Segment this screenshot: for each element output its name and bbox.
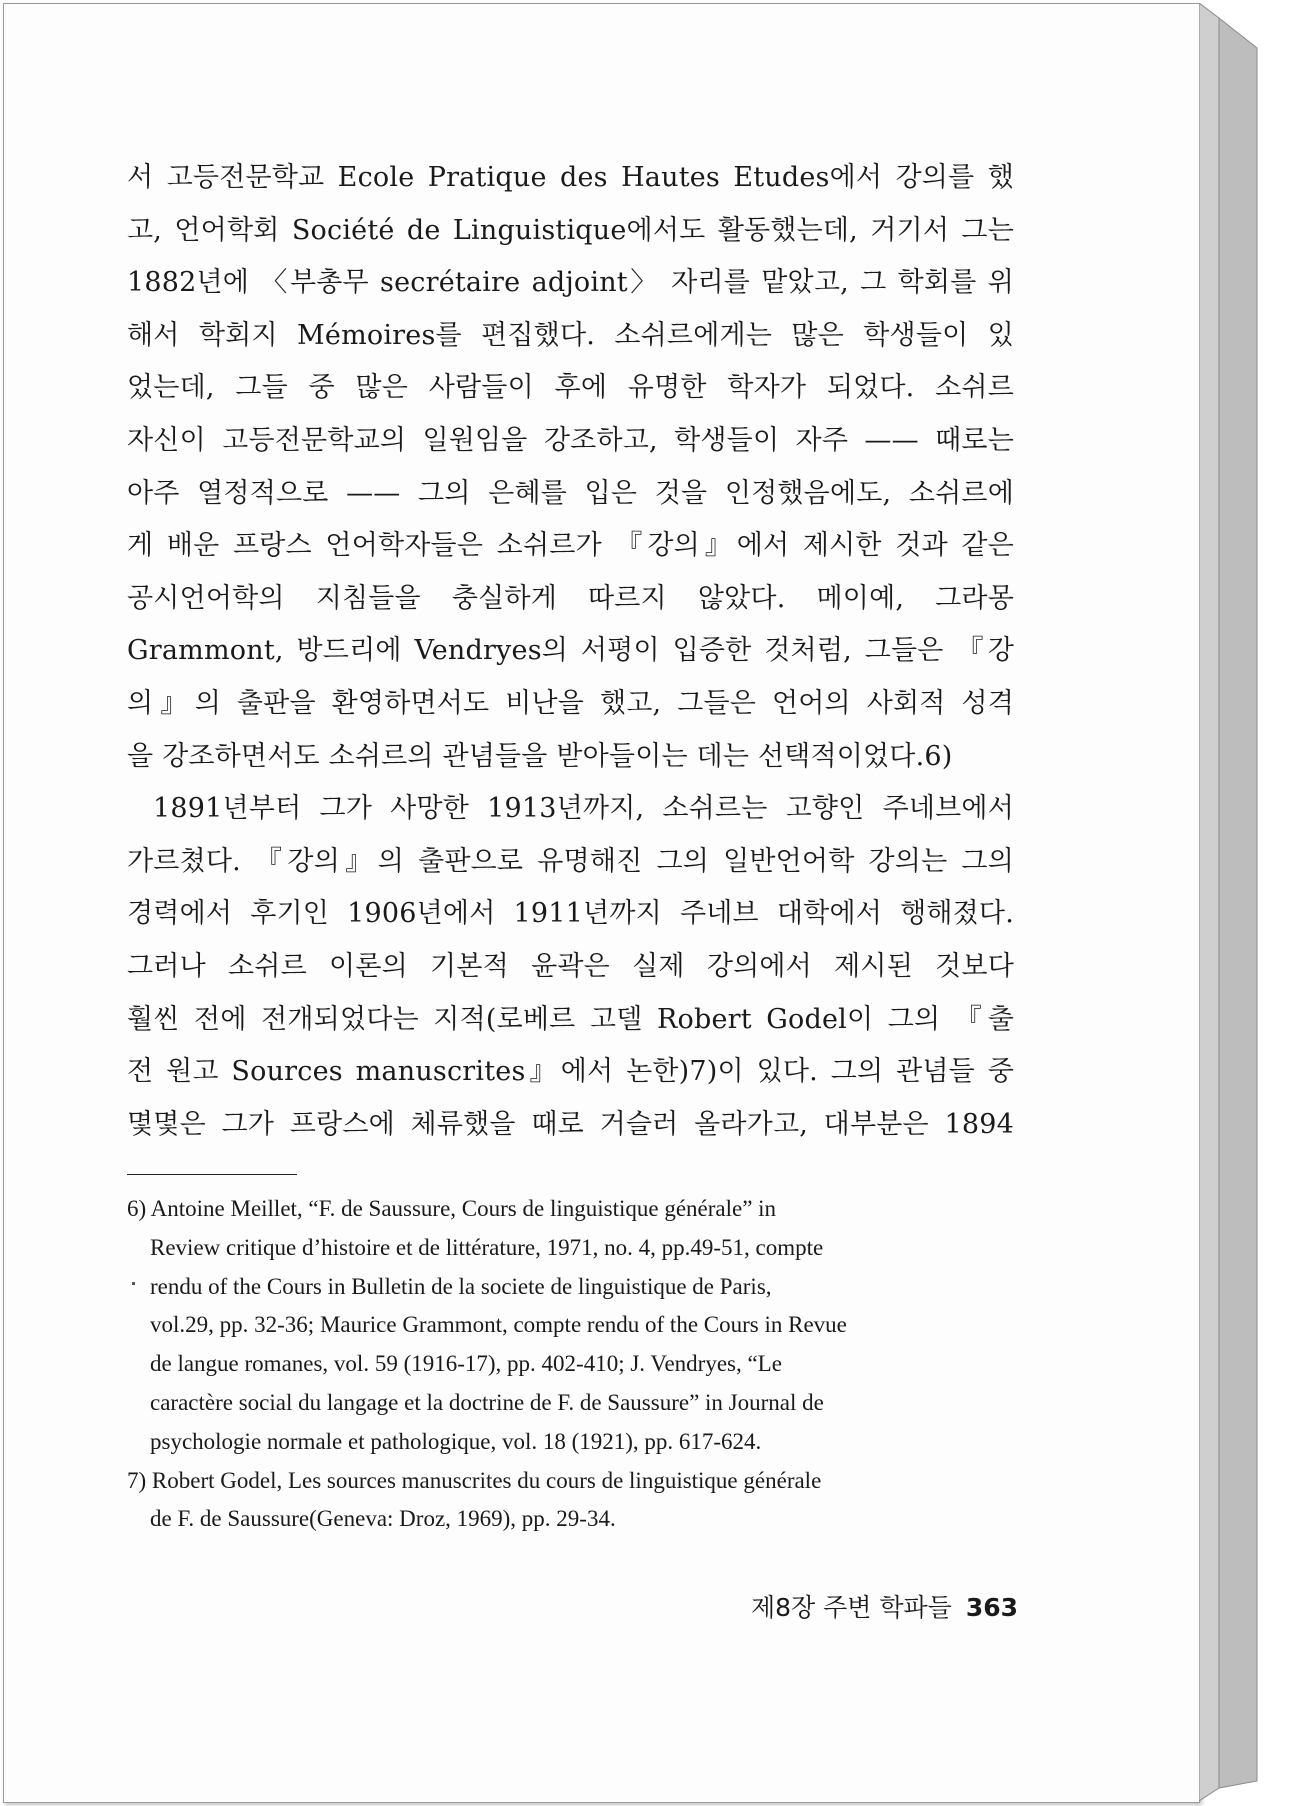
body-line: 었는데, 그들 중 많은 사람들이 후에 유명한 학자가 되었다. 소쉬르	[127, 372, 1014, 404]
body-line: 1882년에 〈부총무 secrétaire adjoint〉 자리를 맡았고, 그 학회를 위	[127, 267, 1014, 299]
footnote-line: rendu of the Cours in Bulletin de la societe de linguistique de Paris,	[150, 1273, 772, 1299]
footnote-line: de langue romanes, vol. 59 (1916-17), pp. 402-410; J. Vendryes, “Le	[150, 1351, 782, 1377]
body-line: 자신이 고등전문학교의 일원임을 강조하고, 학생들이 자주 —— 때로는	[127, 424, 1014, 456]
body-line: 의』의 출판을 환영하면서도 비난을 했고, 그들은 언어의 사회적 성격	[127, 687, 1014, 719]
body-line-paragraph-end: 을 강조하면서도 소쉬르의 관념들을 받아들이는 데는 선택적이었다.6)	[127, 740, 953, 772]
running-footer	[751, 1588, 1018, 1624]
body-line: 가르쳤다. 『강의』의 출판으로 유명해진 그의 일반언어학 강의는 그의	[127, 845, 1014, 877]
chapter-title: 제8장 주변 학파들	[750, 1593, 952, 1622]
body-line: 아주 열정적으로 —— 그의 은혜를 입은 것을 인정했음에도, 소쉬르에	[127, 477, 1014, 509]
footnote-line: vol.29, pp. 32-36; Maurice Grammont, compte rendu of the Cours in Revue	[150, 1312, 847, 1338]
footnote-line: de F. de Saussure(Geneva: Droz, 1969), pp. 29-34.	[150, 1506, 616, 1532]
body-text	[127, 152, 1014, 1151]
footnotes	[127, 1190, 1017, 1539]
footnote-line: psychologie normale et pathologique, vol. 18 (1921), pp. 617-624.	[150, 1428, 762, 1454]
footnote-6	[127, 1190, 1017, 1462]
body-line: Grammont, 방드리에 Vendryes의 서평이 입증한 것처럼, 그들은 『강	[127, 635, 1014, 667]
body-line: 게 배운 프랑스 언어학자들은 소쉬르가 『강의』에서 제시한 것과 같은	[127, 530, 1014, 562]
body-line: 전 원고 Sources manuscrites』에서 논한)7)이 있다. 그의 관념들 중	[127, 1056, 1014, 1088]
body-line: 고, 언어학회 Société de Linguistique에서도 활동했는데, 거기서 그는	[127, 214, 1014, 246]
footnote-line: 6) Antoine Meillet, “F. de Saussure, Cours de linguistique générale” in	[127, 1196, 777, 1221]
body-line: 공시언어학의 지침들을 충실하게 따르지 않았다. 메이예, 그라몽	[127, 582, 1014, 614]
body-line-paragraph-start: 1891년부터 그가 사망한 1913년까지, 소쉬르는 고향인 주네브에서	[153, 793, 1014, 825]
body-line: 서 고등전문학교 Ecole Pratique des Hautes Etudes에서 강의를 했	[127, 162, 1014, 193]
footnote-line: 7) Robert Godel, Les sources manuscrites du cours de linguistique générale	[127, 1467, 822, 1493]
page-number: 363	[965, 1593, 1018, 1622]
footnote-7	[127, 1462, 1017, 1540]
body-line: 경력에서 후기인 1906년에서 1911년까지 주네브 대학에서 행해졌다.	[127, 898, 1014, 930]
body-line: 해서 학회지 Mémoires를 편집했다. 소쉬르에게는 많은 학생들이 있	[127, 319, 1014, 351]
body-line: 몇몇은 그가 프랑스에 체류했을 때로 거슬러 올라가고, 대부분은 1894	[127, 1108, 1014, 1140]
footnote-line: caractère social du langage et la doctrine de F. de Saussure” in Journal de	[150, 1389, 824, 1415]
body-line: 훨씬 전에 전개되었다는 지적(로베르 고델 Robert Godel이 그의 『출	[127, 1003, 1014, 1035]
footnote-separator	[127, 1174, 297, 1175]
book-page-edge	[1199, 3, 1259, 1801]
footnote-line: Review critique d’histoire et de littérature, 1971, no. 4, pp.49-51, compte	[150, 1234, 824, 1260]
body-line: 그러나 소쉬르 이론의 기본적 윤곽은 실제 강의에서 제시된 것보다	[127, 950, 1014, 982]
